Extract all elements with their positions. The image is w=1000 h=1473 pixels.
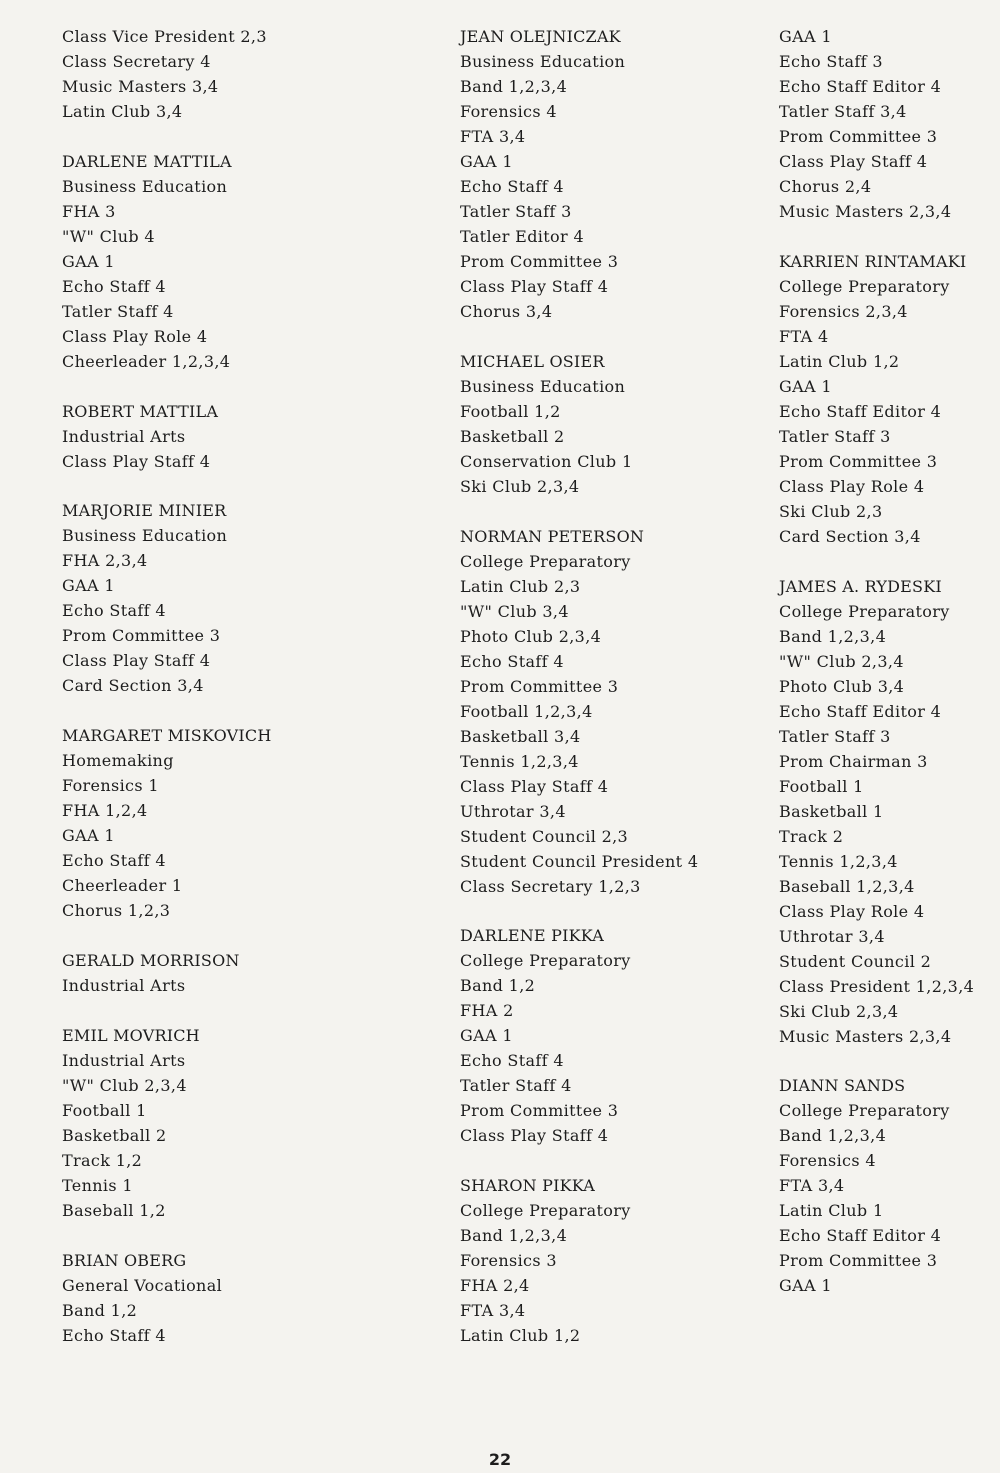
curriculum-line: College Preparatory [779,601,950,621]
activity-line: Class Play Staff 4 [779,152,928,171]
curriculum-line: College Preparatory [460,1201,631,1221]
activity-line: Echo Staff 4 [460,177,564,196]
activity-line: Tennis 1 [62,1175,133,1195]
continued-entry [62,24,422,124]
student-name: MICHAEL OSIER [460,351,605,371]
activity-line: GAA 1 [460,152,513,171]
curriculum-line: Homemaking [62,751,174,771]
activity-line: Football 1 [62,1100,147,1120]
activity-line: Tatler Staff 4 [460,1076,572,1096]
activity-line: Basketball 2 [460,426,565,446]
activity-line: Class Secretary 4 [62,52,211,71]
activity-line: Echo Staff Editor 4 [779,77,942,96]
activity-line: Class Vice President 2,3 [62,27,267,46]
curriculum-line: Business Education [460,376,626,396]
student-entry [62,149,422,374]
activity-line: Forensics 2,3,4 [779,301,908,321]
activity-line: Prom Chairman 3 [779,751,928,771]
activity-line: Tatler Staff 3 [779,726,891,746]
student-name: DARLENE MATTILA [62,151,232,171]
activity-line: Prom Committee 3 [460,252,619,271]
activity-line: Conservation Club 1 [460,451,633,471]
student-entry [62,1248,422,1348]
student-entry [460,1173,760,1348]
student-entry [460,24,760,324]
activity-line: Class Play Staff 4 [460,277,609,296]
student-entry [62,399,422,474]
activity-line: GAA 1 [779,376,832,396]
student-name: KARRIEN RINTAMAKI [779,251,967,271]
activity-line: Uthrotar 3,4 [460,801,566,821]
student-entry [460,923,760,1148]
activity-line: Basketball 2 [62,1125,167,1145]
activity-line: Tatler Staff 3 [779,426,891,446]
activity-line: Photo Club 2,3,4 [460,626,602,646]
activity-line: Forensics 3 [460,1251,557,1271]
activity-line: Basketball 1 [779,801,884,821]
activity-line: Prom Committee 3 [460,1101,619,1121]
student-name: EMIL MOVRICH [62,1025,200,1045]
activity-line: Chorus 2,4 [779,177,872,196]
activity-line: Band 1,2 [62,1300,138,1320]
student-name: DARLENE PIKKA [460,926,604,946]
curriculum-line: College Preparatory [779,276,950,296]
activity-line: Tennis 1,2,3,4 [460,751,579,771]
activity-line: Student Council 2,3 [460,826,629,846]
activity-line: Forensics 1 [62,776,159,796]
activity-line: FHA 3 [62,201,116,221]
activity-line: Band 1,2,3,4 [460,77,568,96]
activity-line: FHA 2 [460,1001,514,1021]
activity-line: FHA 2,3,4 [62,551,148,571]
student-name: ROBERT MATTILA [62,401,219,421]
activity-line: Uthrotar 3,4 [779,926,885,946]
activity-line: Latin Club 3,4 [62,102,183,121]
curriculum-line: Business Education [62,526,228,546]
activity-line: Baseball 1,2,3,4 [779,876,915,896]
activity-line: FHA 2,4 [460,1276,530,1296]
activity-line: Prom Committee 3 [62,626,221,646]
activity-line: Echo Staff 4 [62,851,166,871]
activity-line: Band 1,2,3,4 [779,626,887,646]
activity-line: Class Play Staff 4 [62,451,211,471]
activity-line: Latin Club 1,2 [460,1326,581,1346]
activity-line: Music Masters 2,3,4 [779,1026,952,1046]
curriculum-line: Business Education [460,52,626,71]
activity-line: Echo Staff 3 [779,52,883,71]
curriculum-line: Business Education [62,176,228,196]
curriculum-line: College Preparatory [460,551,631,571]
activity-line: Prom Committee 3 [779,1251,938,1271]
activity-line: Music Masters 2,3,4 [779,202,952,221]
activity-line: "W" Club 2,3,4 [62,1075,187,1095]
student-entry [779,1073,994,1298]
activity-line: Class Play Staff 4 [62,651,211,671]
activity-line: Ski Club 2,3,4 [779,1001,899,1021]
activity-line: Cheerleader 1 [62,876,183,896]
activity-line: FTA 3,4 [460,1301,526,1321]
activity-line: Track 1,2 [62,1150,143,1170]
activity-line: Class President 1,2,3,4 [779,976,975,996]
activity-line: Student Council 2 [779,951,932,971]
activity-line: Prom Committee 3 [779,451,938,471]
activity-line: Class Play Staff 4 [460,1126,609,1146]
student-name: DIANN SANDS [779,1076,906,1096]
activity-line: Prom Committee 3 [779,127,938,146]
activity-line: Track 2 [779,826,844,846]
activity-line: Basketball 3,4 [460,726,581,746]
activity-line: Echo Staff 4 [62,601,166,621]
activity-line: Cheerleader 1,2,3,4 [62,351,231,371]
activity-line: GAA 1 [779,27,832,46]
student-entry [62,1023,422,1223]
activity-line: Echo Staff Editor 4 [779,701,942,721]
student-entry [460,524,760,899]
activity-line: Prom Committee 3 [460,676,619,696]
curriculum-line: Industrial Arts [62,975,186,995]
student-name: GERALD MORRISON [62,950,240,970]
activity-line: Ski Club 2,3,4 [460,476,580,496]
activity-line: Echo Staff 4 [62,276,166,296]
activity-line: Tatler Editor 4 [460,227,584,246]
activity-line: Photo Club 3,4 [779,676,905,696]
curriculum-line: Industrial Arts [62,1050,186,1070]
activity-line: GAA 1 [62,826,115,846]
activity-line: FTA 4 [779,326,829,346]
activity-line: Class Play Role 4 [779,901,925,921]
activity-line: GAA 1 [460,1026,513,1046]
activity-line: Band 1,2,3,4 [460,1226,568,1246]
student-name: JAMES A. RYDESKI [779,576,942,596]
student-entry [62,498,422,698]
activity-line: Tatler Staff 3 [460,202,572,221]
student-entry [460,349,760,499]
student-entry [779,574,994,1049]
student-name: SHARON PIKKA [460,1176,596,1196]
activity-line: FHA 1,2,4 [62,801,148,821]
activity-line: Card Section 3,4 [62,676,204,696]
activity-line: Echo Staff Editor 4 [779,1226,942,1246]
curriculum-line: General Vocational [62,1275,223,1295]
student-name: JEAN OLEJNICZAK [460,27,621,46]
activity-line: Echo Staff 4 [62,1325,166,1345]
activity-line: Echo Staff 4 [460,651,564,671]
activity-line: "W" Club 3,4 [460,601,569,621]
activity-line: Tatler Staff 4 [62,301,174,321]
activity-line: Football 1,2,3,4 [460,701,593,721]
activity-line: Student Council President 4 [460,851,699,871]
activity-line: Class Play Role 4 [62,326,208,346]
activity-line: GAA 1 [62,251,115,271]
activity-line: Latin Club 1,2 [779,351,900,371]
page-number: 22 [488,1450,512,1469]
curriculum-line: College Preparatory [779,1101,950,1121]
student-entry [779,249,994,549]
student-name: BRIAN OBERG [62,1250,187,1270]
activity-line: Echo Staff 4 [460,1051,564,1071]
activity-line: Card Section 3,4 [779,526,921,546]
activity-line: GAA 1 [779,1276,832,1296]
activity-line: Class Play Role 4 [779,476,925,496]
curriculum-line: Industrial Arts [62,426,186,446]
activity-line: Band 1,2,3,4 [779,1126,887,1146]
activity-line: Music Masters 3,4 [62,77,219,96]
activity-line: Echo Staff Editor 4 [779,401,942,421]
activity-line: GAA 1 [62,576,115,596]
activity-line: FTA 3,4 [779,1176,845,1196]
student-entry [62,948,422,998]
column-3 [779,24,994,1323]
activity-line: Forensics 4 [460,102,557,121]
activity-line: Tennis 1,2,3,4 [779,851,898,871]
activity-line: Chorus 1,2,3 [62,901,171,921]
activity-line: Latin Club 1 [779,1201,884,1221]
curriculum-line: College Preparatory [460,951,631,971]
activity-line: Class Secretary 1,2,3 [460,876,641,896]
continued-entry [779,24,994,224]
column-2 [460,24,760,1373]
student-entry [62,723,422,923]
activity-line: Latin Club 2,3 [460,576,581,596]
activity-line: Football 1,2 [460,401,561,421]
activity-line: Football 1 [779,776,864,796]
activity-line: Tatler Staff 3,4 [779,102,907,121]
activity-line: Chorus 3,4 [460,302,553,321]
activity-line: "W" Club 4 [62,226,155,246]
activity-line: Baseball 1,2 [62,1200,166,1220]
student-name: MARJORIE MINIER [62,501,227,521]
activity-line: Ski Club 2,3 [779,501,883,521]
student-name: MARGARET MISKOVICH [62,726,272,746]
student-name: NORMAN PETERSON [460,526,645,546]
activity-line: Band 1,2 [460,976,536,996]
activity-line: Class Play Staff 4 [460,776,609,796]
activity-line: "W" Club 2,3,4 [779,651,904,671]
column-1 [62,24,422,1372]
activity-line: FTA 3,4 [460,127,526,146]
activity-line: Forensics 4 [779,1151,876,1171]
